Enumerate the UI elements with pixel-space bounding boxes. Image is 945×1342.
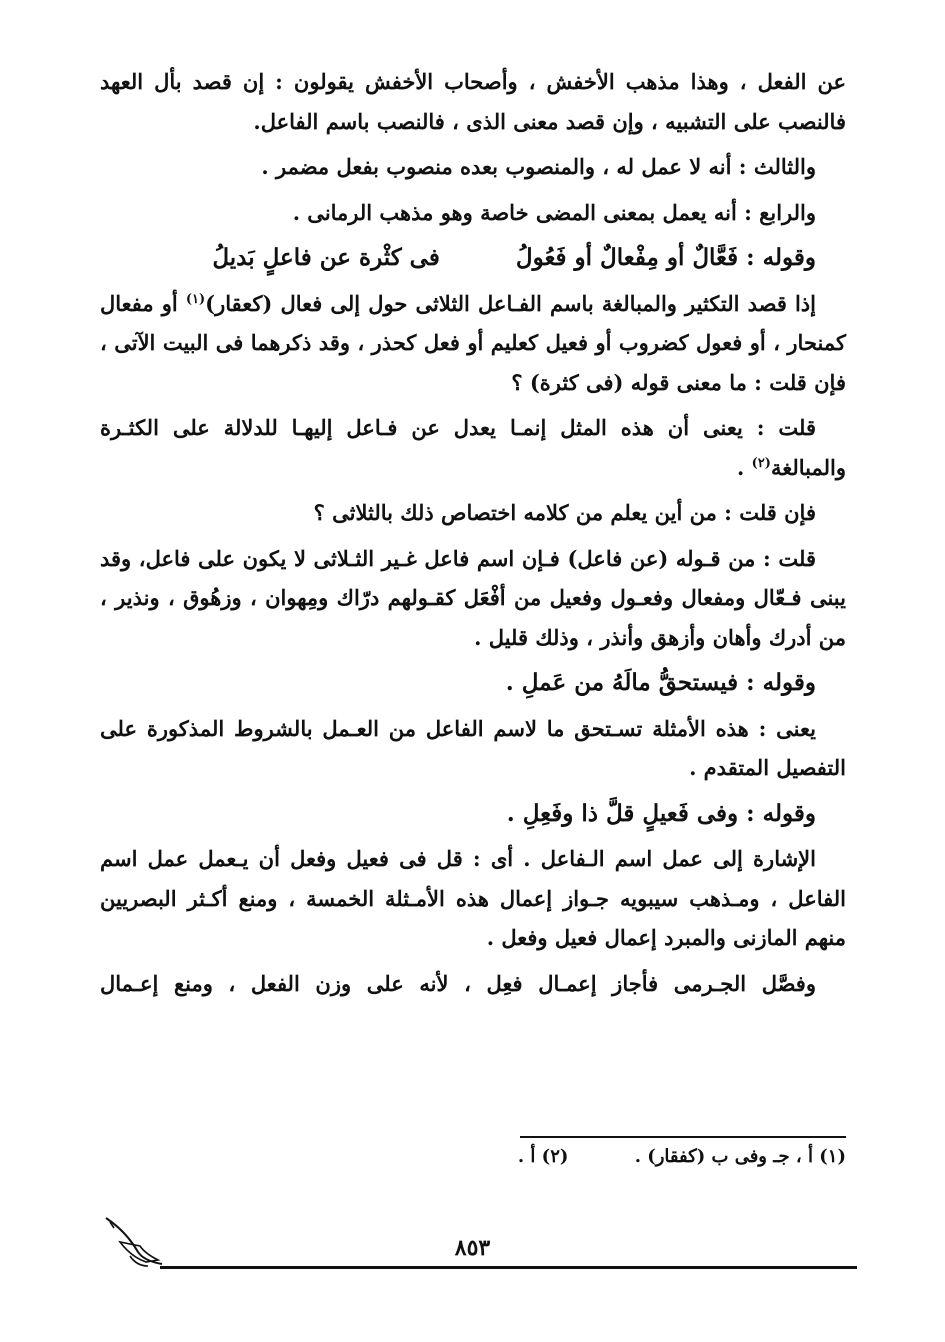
verse-2-intro: وقوله : [746, 669, 816, 696]
verse-2 [100, 663, 846, 703]
paragraph-3: والرابع : أنه يعمل بمعنى المضى خاصة وهو مذهب الرمانى . [292, 199, 816, 225]
verse-3 [100, 794, 846, 834]
footnote-marker-1: (١) [185, 291, 206, 307]
paragraph-4-text-after: أو مفعال كمنحار ، أو فعول كضروب أو فعيل كعليم أو فعل كحذر ، وقد ذكرهما فى البيت الآتى ، فإن قلت : ما معنى قوله (فى كثرة) ؟ [100, 290, 846, 395]
bottom-rule [160, 1266, 857, 1269]
paragraph-9: الإشارة إلى عمل اسم الـفاعل . أى : قل فى فعيل وفعل أن يـعمل عمل اسم الفاعل ، ومـذهب سيبويه جـواز إعمال هذه الأمـثلة الخمسة ، ومنع أكـثر البصريين منهم المازنى والمبرد إعمال فعيل وفعل . [100, 846, 846, 950]
verse-1-second-half: فى كثْرة عن فاعلٍ بَديلُ [212, 244, 440, 271]
paragraph-5-text-after: . [737, 454, 752, 480]
footnote-1: (١) أ ، جـ وفى ب (كفقار) . [634, 1146, 846, 1167]
footnote-2: (٢) أ . [517, 1146, 569, 1167]
footnotes [300, 1146, 846, 1167]
paragraph-5 [100, 408, 846, 487]
paragraph-4-text: إذا قصد التكثير والمبالغة باسم الفـاعل الثلاثى حول إلى فعال (كعقار) [205, 290, 816, 316]
paragraph-8: يعنى : هذه الأمثلة تسـتحق ما لاسم الفاعل من العـمل بالشروط المذكورة على التفصيل المتقدم . [100, 715, 846, 780]
verse-3-text: وفى فَعيلٍ قلَّ ذا وفَعِلِ . [506, 799, 739, 827]
paragraph-2: والثالث : أنه لا عمل له ، والمنصوب بعده منصوب بفعل مضمر . [261, 154, 816, 179]
verse-1-intro: وقوله : [746, 244, 816, 271]
paragraph-10: وفصَّل الجـرمى فأجاز إعمـال فعِل ، لأنه على وزن الفعل ، ومنع إعـمال [100, 970, 816, 996]
main-text [100, 62, 846, 1009]
verse-2-text: فيستحقُّ مالَهُ من عَملِ . [505, 669, 739, 696]
paragraph-5-text: قلت : يعنى أن هذه المثل إنمـا يعدل عن فـاعل إليهـا للدلالة على الكثـرة والمبالغة [100, 415, 846, 480]
paragraph-4 [100, 284, 846, 403]
verse-1-first-half: فَعَّالٌ أو مِفْعالٌ أو فَعُولُ [515, 244, 739, 271]
paragraph-6: فإن قلت : من أين يعلم من كلامه اختصاص ذلك بالثلاثى ؟ [313, 500, 816, 525]
footnote-marker-2: (٢) [751, 455, 771, 471]
page-number: ٨٥٣ [454, 1235, 491, 1261]
verse-1 [100, 238, 846, 278]
paragraph-1: عن الفعل ، وهذا مذهب الأخفش ، وأصحاب الأخفش يقولون : إن قصد بأل العهد فالنصب على التشبيه ، وإن قصد معنى الذى ، فالنصب باسم الفاعل. [100, 69, 846, 134]
footnote-separator [520, 1136, 846, 1138]
verse-3-intro: وقوله : [746, 799, 816, 827]
paragraph-7: قلت : من قـوله (عن فاعل) فـإن اسم فاعل غـير الثـلاثى لا يكون على فاعل، وقد يبنى فـعّال ومفعال وفعـول وفعيل من أفْعَل كقـولهم درّاك ومِهوان ، وزهُوق ، ونذير ، من أدرك وأهان وأزهق وأنذر ، وذلك قليل . [100, 545, 846, 650]
